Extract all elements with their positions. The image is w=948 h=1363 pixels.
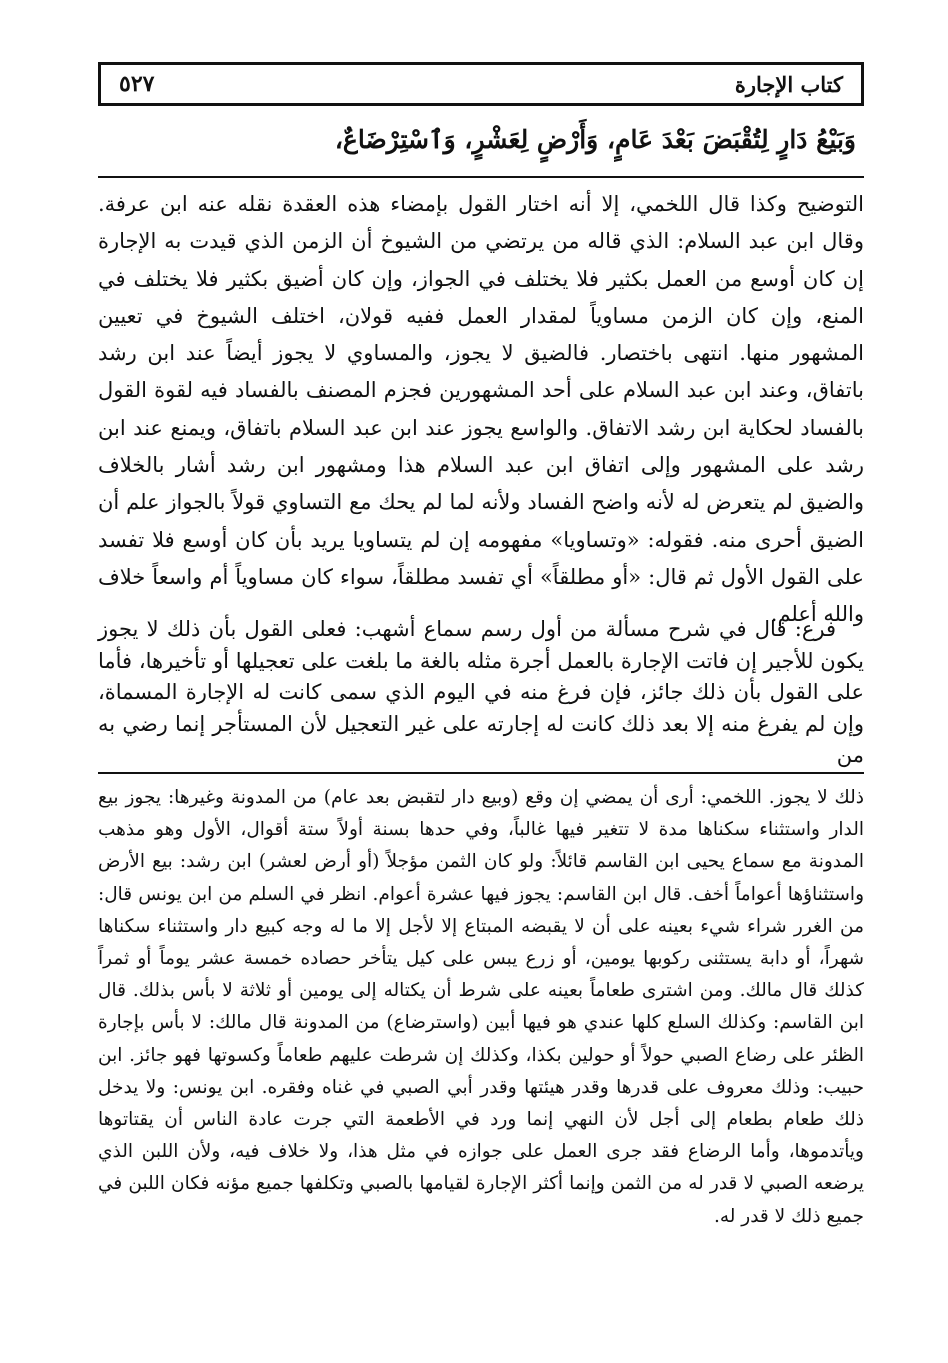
footnote-separator [98, 772, 864, 774]
page-number: ٥٢٧ [119, 71, 155, 97]
commentary-paragraph-1: التوضيح وكذا قال اللخمي، إلا أنه اختار القول بإمضاء هذه العقدة نقله عنه ابن عرفة. وقال ابن عبد السلام: الذي قاله من يرتضي من الشيوخ أن الزمن الذي قيدت به الإجارة إن كان أوسع من العمل بكثير فلا يختلف في الجواز، وإن كان أضيق بكثير فلا يختلف في المنع، وإن كان الزمن مساوياً لمقدار العمل ففيه قولان، اختلف الشيوخ في تعيين المشهور منها. انتهى باختصار. فالضيق لا يجوز، والمساوي لا يجوز أيضاً عند ابن رشد باتفاق، وعند ابن عبد السلام على أحد المشهورين فجزم المصنف بالفساد فيه لقوة القول بالفساد لحكاية ابن رشد الاتفاق. والواسع يجوز عند ابن عبد السلام باتفاق، ويمنع عند ابن رشد على المشهور وإلى اتفاق ابن عبد السلام هذا ومشهور ابن رشد أشار بالخلاف والضيق لم يتعرض له لأنه واضح الفساد ولأنه لما لم يحك مع التساوي قولاً بالجواز علم أن الضيق أحرى منه. فقوله: «وتساويا» مفهومه إن لم يتساويا يريد بأن كان أوسع فلا تفسد على القول الأول ثم قال: «أو مطلقاً» أي تفسد مطلقاً، سواء كان مساوياً أم واسعاً خلاف والله أعلم. [98, 192, 865, 627]
footnote-section [98, 782, 864, 1233]
matn-separator [98, 176, 864, 178]
book-title: كتاب الإجارة [734, 71, 843, 97]
page-header [98, 62, 864, 106]
matn-line: وَبَيْعُ دَارٍ لِتُقْبَضَ بَعْدَ عَامٍ، وَأَرْضٍ لِعَشْرٍ، وَٱسْتِرْضَاعٌ، [334, 125, 856, 154]
commentary-section-2 [98, 614, 864, 772]
footnote-paragraph: ذلك لا يجوز. اللخمي: أرى أن يمضي إن وقع (وبيع دار لتقبض بعد عام) من المدونة وغيرها: يجوز بيع الدار واستثناء سكناها مدة لا تتغير فيها غالباً، وفي حدها بسنة أولاً ستة أقوال، الأول وهو مذهب المدونة مع سماع يحيى ابن القاسم قائلاً: ولو كان الثمن مؤجلاً (أو أرض لعشر) ابن رشد: بيع الأرض واستثناؤها أعواماً أخف. قال ابن القاسم: يجوز فيها عشرة أعوام. انظر في السلم من ابن يونس قال: من الغرر شراء شيء بعينه على أن لا يقبضه المبتاع إلا لأجل إلا ما له وجه كبيع دار واستثناء سكناها شهراً، أو دابة يستثنى ركوبها يومين، أو زرع يبس على كيل يتأخر حصاده خمسة عشر يوماً أو ثمراً كذلك قال مالك. ومن اشترى طعاماً بعينه على شرط أن يكتاله إلى يومين أو ثلاثة لا بأس بذلك. قال ابن القاسم: وكذلك السلع كلها عندي هو فيها أبين (واسترضاع) من المدونة قال مالك: لا بأس بإجارة الظئر على رضاع الصبي حولاً أو حولين بكذا، وكذلك إن شرطت عليهم طعاماً وكسوتها فهو جائز. ابن حبيب: وذلك معروف على قدرها وقدر هيئتها وقدر أبي الصبي في غناه وفقره. ابن يونس: ولا يدخل ذلك طعام بطعام إلى أجل لأن النهي إنما ورد في الأطعمة التي جرت عادة الناس أن يقتاتوها ويأتدموها، وأما الرضاع فقد جرى العمل على جوازه في مثل هذا، ولا خلاف فيه، ولأن اللبن الذي يرضعه الصبي لا قدر له من الثمن وإنما أكثر الإجارة لقيامها بالصبي وتكلفها جميع مؤنه فكان اللبن في جميع ذلك لا قدر له. [98, 787, 864, 1227]
commentary-paragraph-2: فرع: قال في شرح مسألة من أول رسم سماع أشهب: فعلى القول بأن ذلك لا يجوز يكون للأجير إن فاتت الإجارة بالعمل أجرة مثله بالغة ما بلغت على تعجيلها أو تأخيرها، فأما على القول بأن ذلك جائز، فإن فرغ منه في اليوم الذي سمى كانت له الإجارة المسماة، وإن لم يفرغ منه إلا بعد ذلك كانت له إجارته على غير التعجيل لأن المستأجر إنما رضي به من [98, 617, 864, 767]
commentary-section-1 [98, 186, 864, 634]
